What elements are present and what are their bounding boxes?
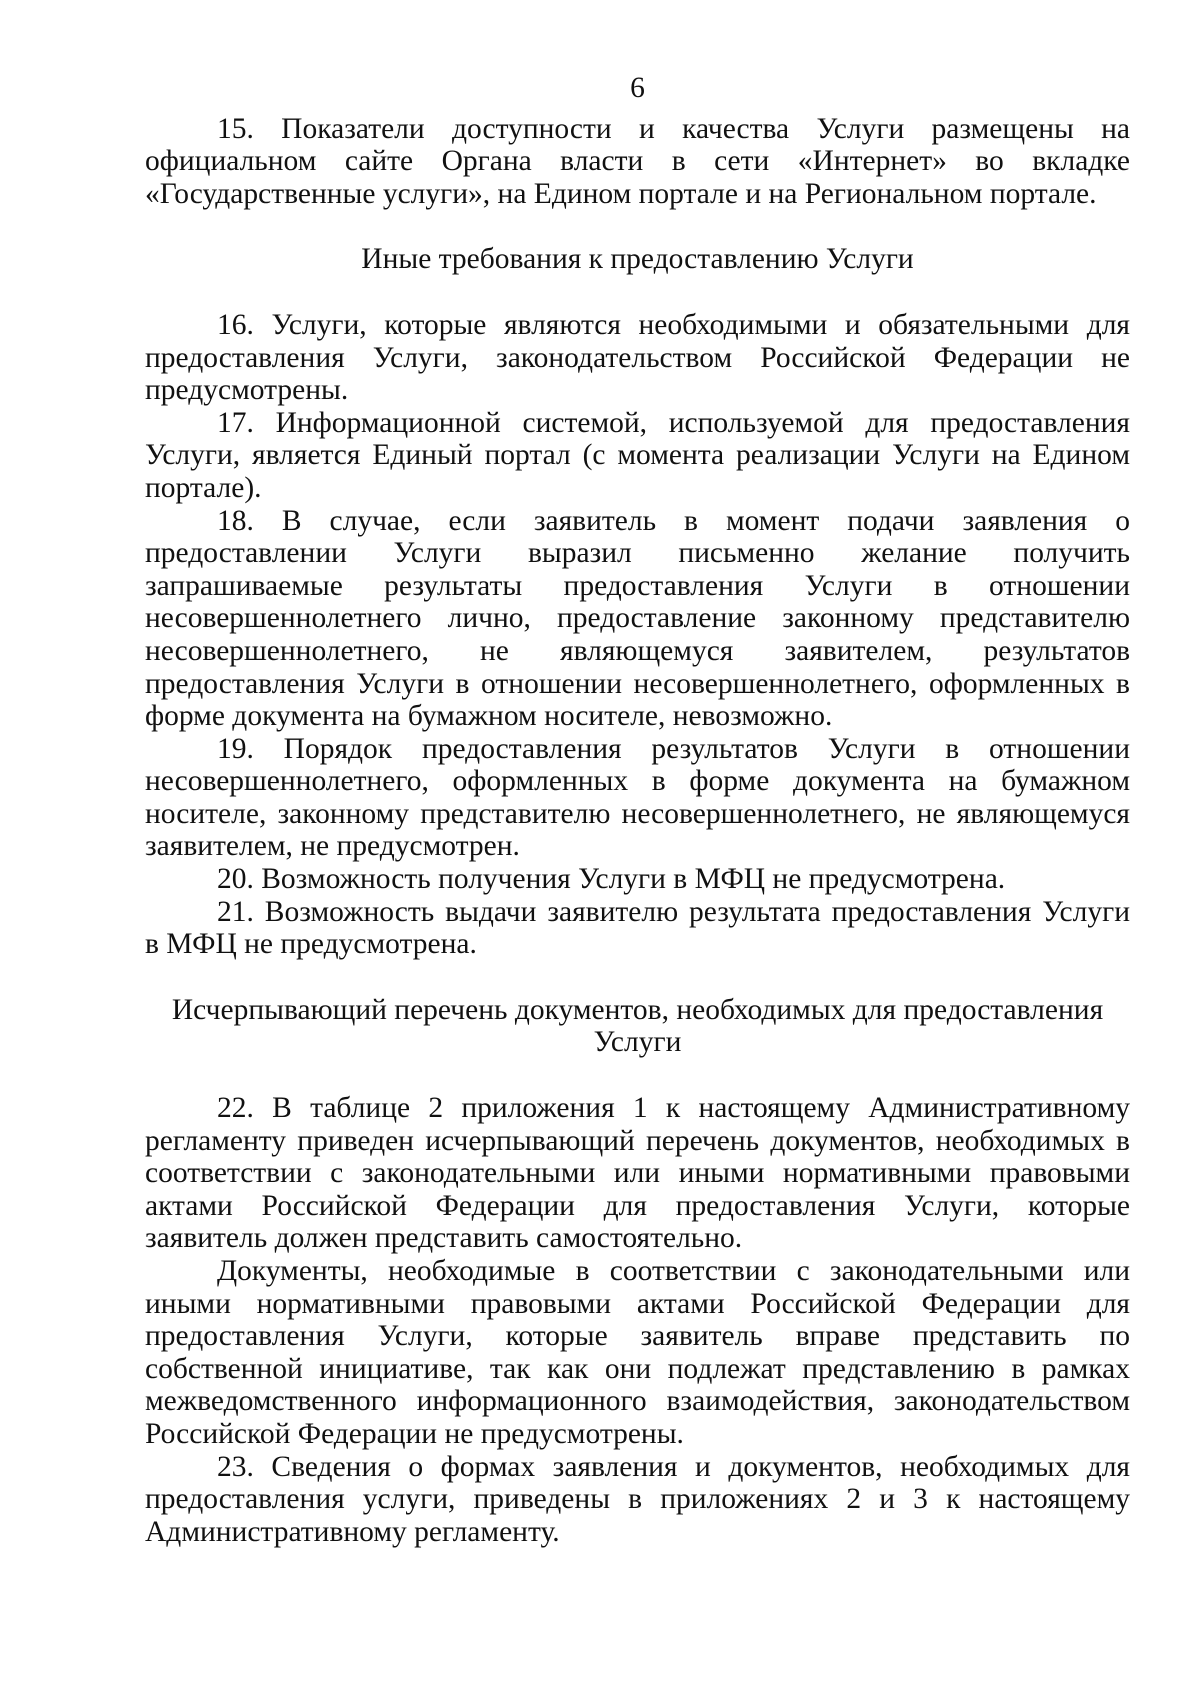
paragraph-18: 18. В случае, если заявитель в момент подачи заявления о предоставлении Услуги выразил письменно желание получить запрашиваемые результаты предоставления Услуги в отношении несовершеннолетнего лично, предоставление законному представителю несовершеннолетнего, не являющемуся заявителем, результатов предоставления Услуги в отношении несовершеннолетнего, оформленных в форме документа на бумажном носителе, невозможно.: [145, 504, 1130, 733]
paragraph-documents-optional: Документы, необходимые в соответствии с законодательными или иными нормативными правовыми актами Российской Федерации для предоставления Услуги, которые заявитель вправе представить по собственной инициативе, так как они подлежат представлению в рамках межведомственного информационного взаимодействия, законодательством Российской Федерации не предусмотрены.: [145, 1255, 1130, 1450]
section-heading-documents-line1: Исчерпывающий перечень документов, необходимых для предоставления: [171, 993, 1104, 1026]
paragraph-21: 21. Возможность выдачи заявителю результата предоставления Услуги в МФЦ не предусмотрена.: [145, 895, 1130, 961]
paragraph-23: 23. Сведения о формах заявления и документов, необходимых для предоставления услуги, приведены в приложениях 2 и 3 к настоящему Административному регламенту.: [145, 1450, 1130, 1548]
paragraph-16: 16. Услуги, которые являются необходимыми и обязательными для предоставления Услуги, законодательством Российской Федерации не предусмотрены.: [145, 308, 1130, 407]
paragraph-22: 22. В таблице 2 приложения 1 к настоящему Административному регламенту приведен исчерпывающий перечень документов, необходимых в соответствии с законодательными или иными нормативными правовыми актами Российской Федерации для предоставления Услуги, которые заявитель должен представить самостоятельно.: [145, 1092, 1130, 1255]
paragraph-17: 17. Информационной системой, используемой для предоставления Услуги, является Единый портал (с момента реализации Услуги на Едином портале).: [145, 406, 1130, 504]
paragraph-19: 19. Порядок предоставления результатов Услуги в отношении несовершеннолетнего, оформленных в форме документа на бумажном носителе, законному представителю несовершеннолетнего, не являющемуся заявителем, не предусмотрен.: [145, 732, 1130, 863]
paragraph-20: 20. Возможность получения Услуги в МФЦ не предусмотрена.: [217, 863, 1006, 896]
section-heading-other-requirements: Иные требования к предоставлению Услуги: [361, 243, 914, 276]
document-page: [145, 72, 1130, 1548]
page-number: 6: [630, 72, 645, 104]
section-other-requirements-body: [145, 309, 1130, 961]
paragraph-15: 15. Показатели доступности и качества Услуги размещены на официальном сайте Органа власти в сети «Интернет» во вкладке «Государственные услуги», на Едином портале и на Региональном портале.: [145, 112, 1130, 210]
section-documents-body: [145, 1092, 1130, 1548]
section-heading-documents: [145, 994, 1130, 1059]
section-heading-documents-line2: Услуги: [593, 1026, 682, 1059]
